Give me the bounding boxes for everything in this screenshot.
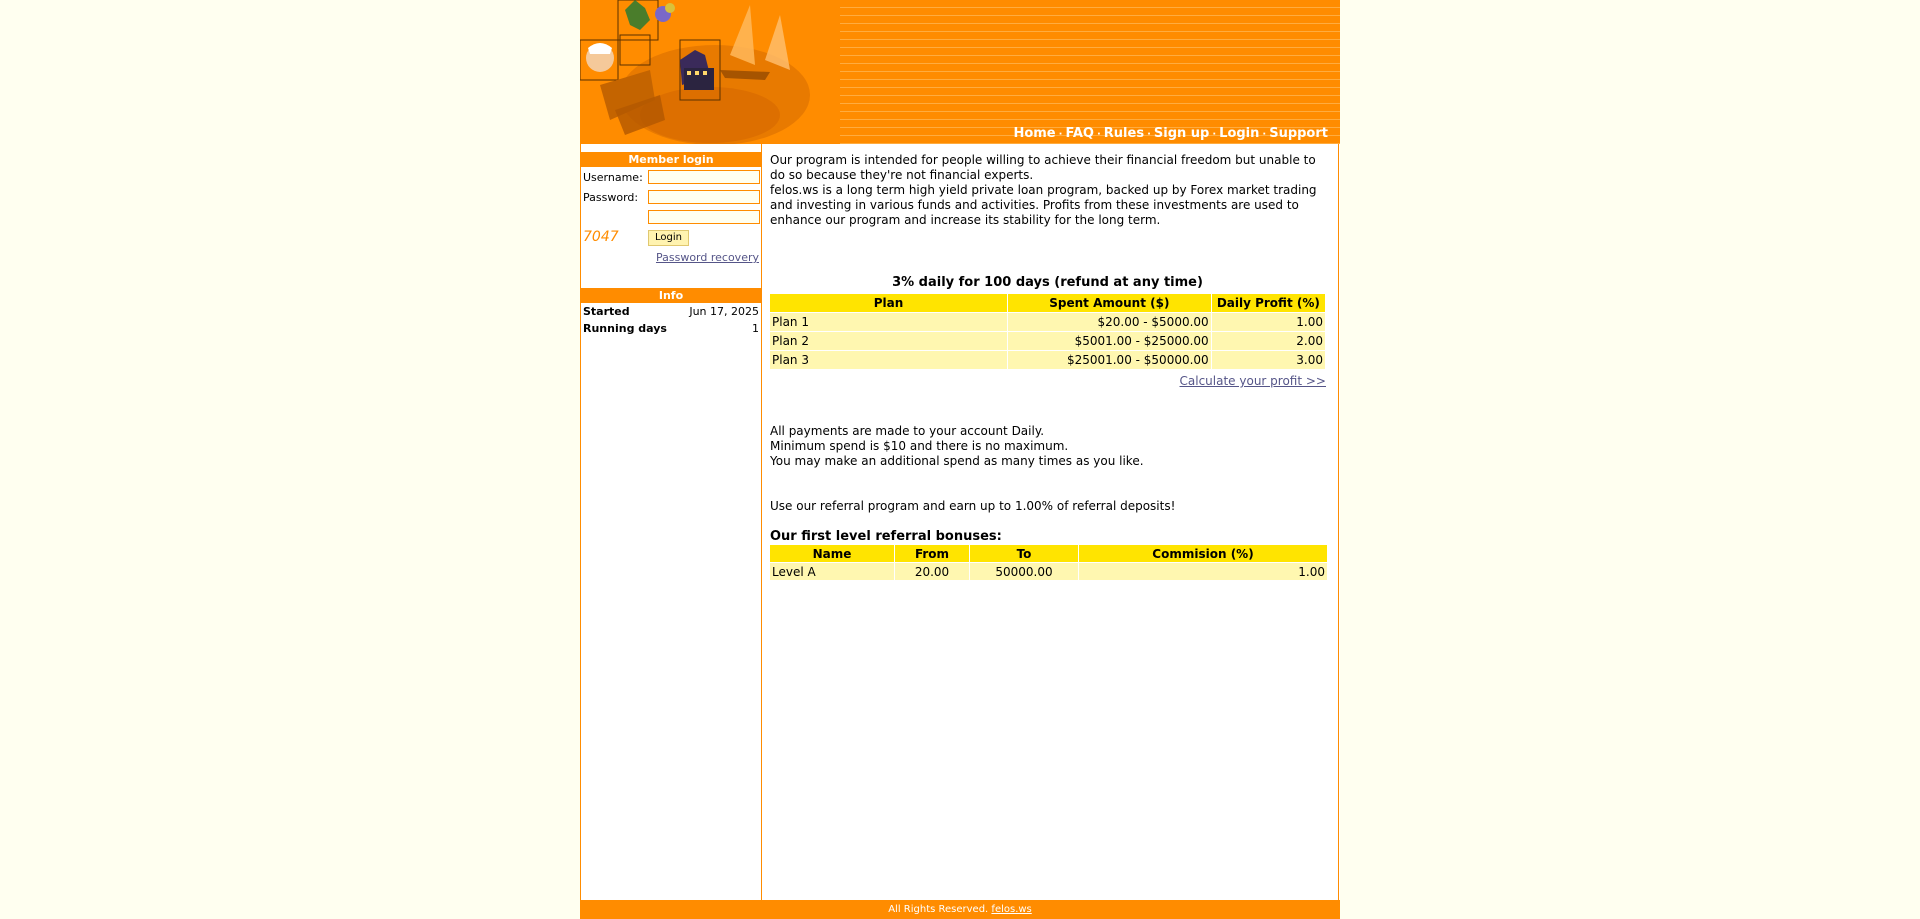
table-row: [770, 313, 1325, 331]
plans-header-row: [770, 294, 1325, 312]
nav-login-link[interactable]: Login: [1219, 126, 1260, 141]
nav-separator: ·: [1147, 129, 1151, 140]
plans-header-profit: Daily Profit (%): [1212, 294, 1325, 312]
username-input[interactable]: [648, 170, 760, 184]
referral-header-row: [770, 545, 1327, 562]
nav-home-link[interactable]: Home: [1013, 126, 1056, 141]
info-row-running-days: [581, 320, 761, 337]
referral-table: [769, 544, 1328, 581]
top-nav: [1013, 126, 1328, 141]
member-login-title: Member login: [581, 152, 761, 167]
nav-signup-link[interactable]: Sign up: [1153, 126, 1210, 141]
nav-rules-link[interactable]: Rules: [1103, 126, 1145, 141]
payments-text: [770, 424, 1144, 469]
intro-paragraph: felos.ws is a long term high yield private loan program, backed up by Forex market trading and investing in various funds and activities. Profits from these investments are used to enhance our program and increase its stability for the long term.: [770, 183, 1317, 227]
nav-separator: ·: [1058, 129, 1063, 140]
nav-faq-link[interactable]: FAQ: [1065, 126, 1094, 141]
referral-header-name: Name: [770, 545, 894, 562]
plan-amount-cell: $25001.00 - $50000.00: [1008, 351, 1211, 369]
left-sidebar: [580, 144, 763, 900]
header-collage-image: [580, 0, 840, 144]
referral-text: Use our referral program and earn up to 1.00% of referral deposits!: [770, 499, 1176, 513]
captcha-input[interactable]: [648, 210, 760, 224]
plans-title: 3% daily for 100 days (refund at any time): [892, 275, 1203, 290]
username-label: Username:: [583, 171, 643, 184]
running-days-label: Running days: [583, 322, 667, 335]
payments-line: Minimum spend is $10 and there is no maximum.: [770, 439, 1069, 453]
plans-header-amount: Spent Amount ($): [1008, 294, 1211, 312]
table-row: [770, 332, 1325, 350]
footer-text: All Rights Reserved.: [888, 904, 989, 915]
plan-name-cell: Plan 1: [770, 313, 1007, 331]
started-value: Jun 17, 2025: [689, 305, 759, 318]
referral-to-cell: 50000.00: [970, 563, 1078, 580]
site-header: [580, 0, 1340, 144]
plan-profit-cell: 3.00: [1212, 351, 1325, 369]
info-title: Info: [581, 288, 761, 303]
password-input[interactable]: [648, 190, 760, 204]
captcha-image: 7047: [583, 229, 619, 245]
table-row: [770, 563, 1327, 580]
info-panel: [581, 288, 761, 337]
footer-site-link[interactable]: felos.ws: [991, 904, 1032, 915]
page-wrapper: [580, 0, 1340, 919]
plan-name-cell: Plan 3: [770, 351, 1007, 369]
login-button[interactable]: Login: [648, 230, 689, 246]
info-row-started: [581, 303, 761, 320]
payments-line: All payments are made to your account Daily.: [770, 424, 1045, 438]
referral-commission-cell: 1.00: [1079, 563, 1327, 580]
plan-name-cell: Plan 2: [770, 332, 1007, 350]
plans-table: [769, 293, 1326, 370]
plans-header-plan: Plan: [770, 294, 1007, 312]
started-label: Started: [583, 305, 630, 318]
referral-name-cell: Level A: [770, 563, 894, 580]
plan-amount-cell: $5001.00 - $25000.00: [1008, 332, 1211, 350]
password-recovery-link[interactable]: Password recovery: [655, 251, 759, 264]
referral-header-from: From: [895, 545, 969, 562]
nav-separator: ·: [1212, 129, 1217, 140]
payments-line: You may make an additional spend as many times as you like.: [770, 454, 1144, 468]
nav-support-link[interactable]: Support: [1269, 126, 1328, 141]
referral-from-cell: 20.00: [895, 563, 969, 580]
running-days-value: 1: [752, 322, 759, 335]
password-label: Password:: [583, 191, 639, 204]
referral-header-commission: Commision (%): [1079, 545, 1327, 562]
site-footer: [580, 900, 1340, 919]
intro-paragraph: Our program is intended for people willing to achieve their financial freedom but unable to do so because they're not financial experts.: [770, 153, 1316, 182]
main-content: [762, 144, 1339, 900]
nav-separator: ·: [1096, 129, 1101, 140]
calculate-profit-link[interactable]: Calculate your profit >>: [1179, 374, 1326, 388]
plan-profit-cell: 2.00: [1212, 332, 1325, 350]
member-login-panel: [581, 152, 761, 287]
plan-profit-cell: 1.00: [1212, 313, 1325, 331]
plan-amount-cell: $20.00 - $5000.00: [1008, 313, 1211, 331]
referral-bonuses-title: Our first level referral bonuses:: [770, 529, 1002, 544]
referral-header-to: To: [970, 545, 1078, 562]
intro-text: [770, 153, 1330, 228]
table-row: [770, 351, 1325, 369]
nav-separator: ·: [1262, 129, 1267, 140]
